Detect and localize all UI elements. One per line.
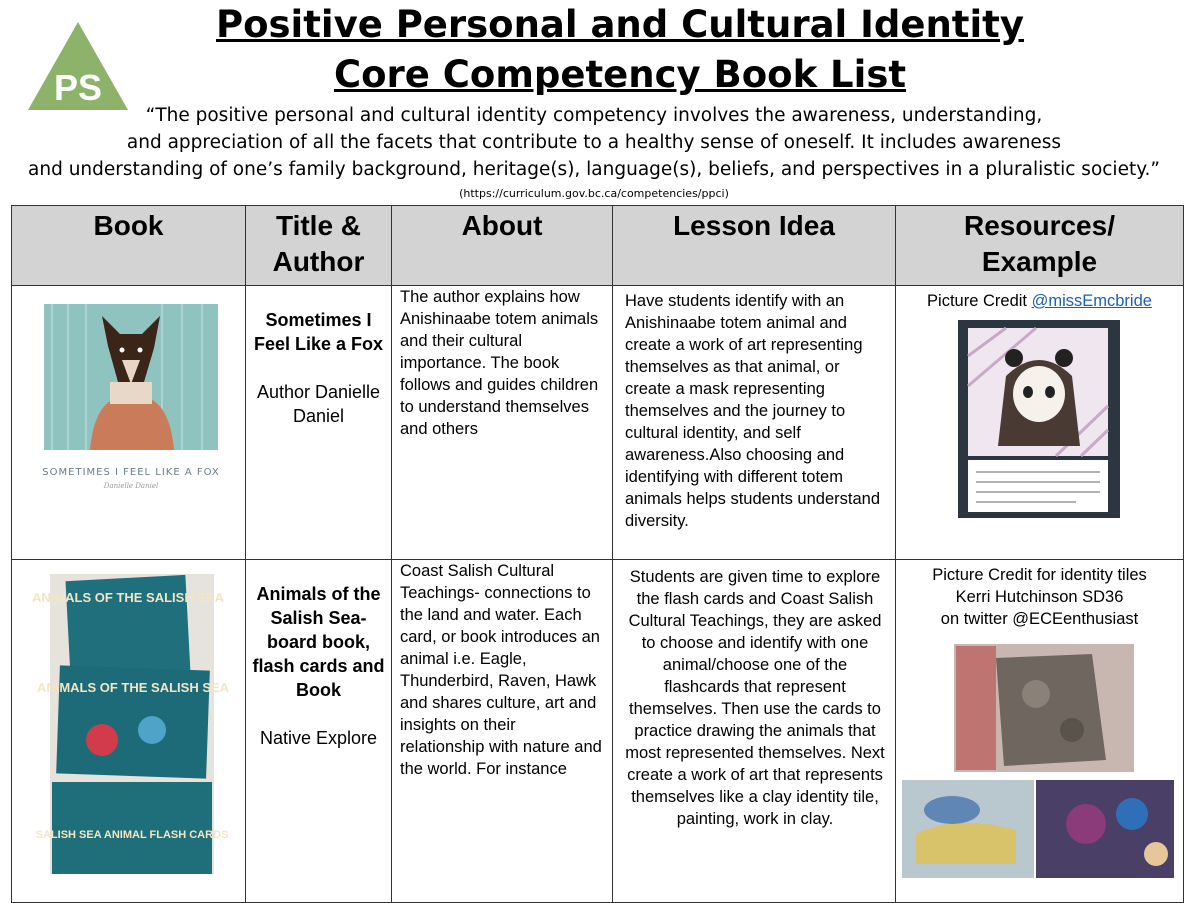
salish-sea-books-image [12,560,244,878]
credit-label: Picture Credit [927,292,1032,310]
logo-text: PS [53,67,103,108]
book-cover-label: ANIMALS OF THE SALISH SEA [31,590,225,605]
header-label: Book [93,210,164,241]
clay-identity-tiles-image [896,634,1182,878]
resources-cell [896,286,1184,560]
header-label: Title & [275,210,362,241]
resources-cell [896,560,1184,903]
col-header-book [12,206,246,286]
ps-logo [26,20,130,112]
student-panda-artwork-image [896,316,1182,520]
quote-source-link[interactable]: (https://curriculum.gov.bc.ca/competencies/ppci) [459,187,729,200]
header-label: Lesson Idea [673,210,835,241]
book-cover-label: ANIMALS OF THE SALISH SEA [36,680,230,695]
cover-title-text: SOMETIMES I FEEL LIKE A FOX [42,467,220,478]
credit-handle-link[interactable]: @missEmcbride [1031,292,1152,310]
table-row [12,560,1184,903]
picture-credit-line: Kerri Hutchinson SD36 [955,588,1124,606]
col-header-lesson-idea [613,206,896,286]
picture-credit-line: Picture Credit for identity tiles [932,566,1147,584]
header-label: Example [981,246,1098,277]
col-header-title-author [246,206,392,286]
quote-line: and understanding of one’s family background, heritage(s), language(s), beliefs, and perspectives in a pluralistic society.” [28,159,1160,180]
quote-line: “The positive personal and cultural identity competency involves the awareness, understanding, [145,105,1043,126]
book-title: Sometimes I Feel Like a Fox [253,310,384,354]
book-cover-fox-image [12,286,244,506]
lesson-idea-cell: Students are given time to explore the flash cards and Coast Salish Cultural Teachings, they are asked to choose and identify with one animal/choose one of the flashcards that represent themselves. Then use the cards to practice drawing the animals that most represented themselves. Next create a work of art that represents themselves like a clay identity tile, painting, work in clay. [613,560,896,903]
page-title-line2: Core Competency Book List [333,53,907,96]
picture-credit [896,290,1183,312]
book-list-table [11,205,1184,903]
book-title: Animals of the Salish Sea- board book, flash cards and Book [252,584,385,700]
title-author-cell [246,286,392,560]
page-title-line1: Positive Personal and Cultural Identity [215,3,1024,46]
header-label: Author [272,246,365,277]
header-label: Resources/ [964,210,1115,241]
book-cover-cell [12,560,246,903]
competency-quote [20,102,1168,183]
book-author: Author Danielle Daniel [256,382,381,426]
header-label: About [461,210,543,241]
book-cover-cell [12,286,246,560]
book-cover-label: SALISH SEA ANIMAL FLASH CARDS [35,829,229,841]
table-row [12,286,1184,560]
book-author: Native Explore [259,728,378,748]
quote-line: and appreciation of all the facets that contribute to a healthy sense of oneself. It includes awareness [126,132,1062,153]
title-author-cell [246,560,392,903]
lesson-idea-cell: Have students identify with an Anishinaabe totem animal and create a work of art representing themselves as that animal, or create a mask representing themselves and the journey to cultural identity, and self awareness.Also choosing and identifying with different totem animals helps students understand diversity. [613,286,896,560]
table-header-row [12,206,1184,286]
col-header-resources [896,206,1184,286]
col-header-about [392,206,613,286]
picture-credit-line: on twitter @ECEenthusiast [940,610,1139,628]
about-cell: Coast Salish Cultural Teachings- connections to the land and water. Each card, or book introduces an animal i.e. Eagle, Thunderbird, Raven, Hawk and shares culture, art and insights on their relationship with nature and the world. For instance [392,560,613,903]
cover-author-text: Danielle Daniel [103,482,159,490]
about-cell: The author explains how Anishinaabe totem animals and their cultural importance. The book follows and guides children to understand themselves and others [392,286,613,560]
